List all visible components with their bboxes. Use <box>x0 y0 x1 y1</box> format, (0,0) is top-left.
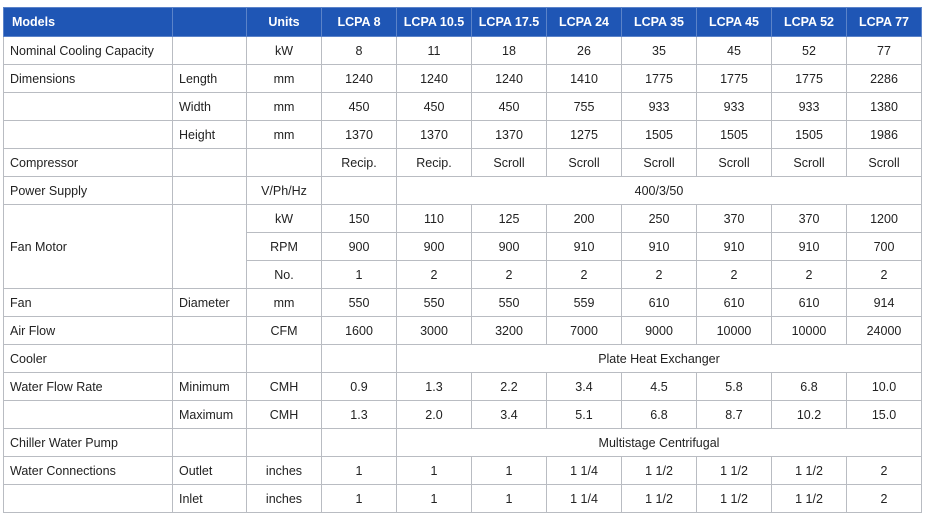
value-cell: 24000 <box>847 317 922 345</box>
value-cell: 26 <box>547 37 622 65</box>
value-cell: Scroll <box>847 149 922 177</box>
value-cell: 370 <box>772 205 847 233</box>
row-unit: inches <box>247 485 322 513</box>
row-label <box>4 401 173 429</box>
value-cell: 250 <box>622 205 697 233</box>
span-value-cell: 400/3/50 <box>397 177 922 205</box>
value-cell: 1.3 <box>322 401 397 429</box>
row-sublabel <box>173 37 247 65</box>
row-sublabel: Height <box>173 121 247 149</box>
row-unit: inches <box>247 457 322 485</box>
value-cell: 1 1/2 <box>697 485 772 513</box>
row-label: Dimensions <box>4 65 173 93</box>
row-label: Water Connections <box>4 457 173 485</box>
table-row <box>4 177 922 205</box>
value-cell: 1775 <box>622 65 697 93</box>
value-cell: 2 <box>472 261 547 289</box>
row-unit <box>247 345 322 373</box>
value-cell: 450 <box>322 93 397 121</box>
value-cell: 1 <box>397 485 472 513</box>
value-cell: 10.2 <box>772 401 847 429</box>
header-blank <box>173 8 247 37</box>
value-cell: 45 <box>697 37 772 65</box>
value-cell: 910 <box>622 233 697 261</box>
span-value-cell: Multistage Centrifugal <box>397 429 922 457</box>
value-cell: 1 <box>322 457 397 485</box>
value-cell: 910 <box>547 233 622 261</box>
value-cell: 755 <box>547 93 622 121</box>
value-cell: 610 <box>622 289 697 317</box>
value-cell: 1775 <box>772 65 847 93</box>
value-cell: 35 <box>622 37 697 65</box>
row-sublabel: Diameter <box>173 289 247 317</box>
row-unit: kW <box>247 205 322 233</box>
row-unit <box>247 149 322 177</box>
value-cell: 1.3 <box>397 373 472 401</box>
row-unit <box>247 429 322 457</box>
value-cell: 1200 <box>847 205 922 233</box>
row-unit: mm <box>247 289 322 317</box>
value-cell: Recip. <box>322 149 397 177</box>
value-cell: 7000 <box>547 317 622 345</box>
value-cell: 10.0 <box>847 373 922 401</box>
row-sublabel: Minimum <box>173 373 247 401</box>
value-cell: Scroll <box>547 149 622 177</box>
row-label: Air Flow <box>4 317 173 345</box>
value-cell: 110 <box>397 205 472 233</box>
row-label: Fan <box>4 289 173 317</box>
value-cell: 550 <box>472 289 547 317</box>
row-label <box>4 485 173 513</box>
header-model: LCPA 52 <box>772 8 847 37</box>
header-model: LCPA 24 <box>547 8 622 37</box>
value-cell: 1 1/2 <box>622 457 697 485</box>
value-cell: 1 1/4 <box>547 457 622 485</box>
row-unit: No. <box>247 261 322 289</box>
value-cell: 9000 <box>622 317 697 345</box>
value-cell: Scroll <box>772 149 847 177</box>
table-row <box>4 121 922 149</box>
value-cell: 3.4 <box>472 401 547 429</box>
row-sublabel <box>173 429 247 457</box>
value-cell: 2286 <box>847 65 922 93</box>
value-cell: 2 <box>547 261 622 289</box>
value-cell: 1240 <box>397 65 472 93</box>
table-row <box>4 289 922 317</box>
value-cell: 4.5 <box>622 373 697 401</box>
table-row <box>4 317 922 345</box>
value-cell: 1240 <box>322 65 397 93</box>
value-cell: 914 <box>847 289 922 317</box>
value-cell: 77 <box>847 37 922 65</box>
value-cell: 559 <box>547 289 622 317</box>
value-cell: 933 <box>697 93 772 121</box>
value-cell: Scroll <box>472 149 547 177</box>
row-label: Compressor <box>4 149 173 177</box>
row-sublabel: Maximum <box>173 401 247 429</box>
table-row <box>4 401 922 429</box>
row-label: Power Supply <box>4 177 173 205</box>
value-cell: 8 <box>322 37 397 65</box>
value-cell: 200 <box>547 205 622 233</box>
row-sublabel <box>173 149 247 177</box>
value-cell: 3000 <box>397 317 472 345</box>
table-row <box>4 429 922 457</box>
row-unit: CMH <box>247 401 322 429</box>
header-model: LCPA 10.5 <box>397 8 472 37</box>
header-model: LCPA 45 <box>697 8 772 37</box>
value-cell: 1775 <box>697 65 772 93</box>
value-cell: 610 <box>772 289 847 317</box>
row-sublabel <box>173 205 247 289</box>
value-cell: 1 <box>472 457 547 485</box>
value-cell: 2 <box>847 485 922 513</box>
table-row <box>4 65 922 93</box>
value-cell: 5.1 <box>547 401 622 429</box>
row-label: Chiller Water Pump <box>4 429 173 457</box>
value-cell: 8.7 <box>697 401 772 429</box>
row-unit: CFM <box>247 317 322 345</box>
value-cell: 1410 <box>547 65 622 93</box>
row-label: Water Flow Rate <box>4 373 173 401</box>
row-sublabel: Outlet <box>173 457 247 485</box>
row-label: Fan Motor <box>4 205 173 289</box>
value-cell <box>322 177 397 205</box>
value-cell: 933 <box>772 93 847 121</box>
value-cell: 1 1/2 <box>697 457 772 485</box>
value-cell: 52 <box>772 37 847 65</box>
row-sublabel <box>173 177 247 205</box>
row-unit: mm <box>247 93 322 121</box>
value-cell: 1380 <box>847 93 922 121</box>
span-value-cell: Plate Heat Exchanger <box>397 345 922 373</box>
value-cell: 1505 <box>622 121 697 149</box>
row-sublabel: Length <box>173 65 247 93</box>
value-cell: Scroll <box>622 149 697 177</box>
value-cell: 18 <box>472 37 547 65</box>
header-model: LCPA 35 <box>622 8 697 37</box>
value-cell: 1370 <box>322 121 397 149</box>
row-unit: mm <box>247 121 322 149</box>
value-cell: 10000 <box>772 317 847 345</box>
value-cell: 3200 <box>472 317 547 345</box>
value-cell: 910 <box>697 233 772 261</box>
table-row <box>4 93 922 121</box>
table-row <box>4 149 922 177</box>
value-cell: 1 1/2 <box>772 485 847 513</box>
value-cell: 1 <box>322 261 397 289</box>
value-cell: 610 <box>697 289 772 317</box>
header-models: Models <box>4 8 173 37</box>
value-cell: 1505 <box>772 121 847 149</box>
row-unit: CMH <box>247 373 322 401</box>
row-sublabel: Width <box>173 93 247 121</box>
value-cell: 1600 <box>322 317 397 345</box>
table-row <box>4 345 922 373</box>
value-cell: 1986 <box>847 121 922 149</box>
value-cell <box>322 345 397 373</box>
header-row <box>4 8 922 37</box>
value-cell: 6.8 <box>622 401 697 429</box>
value-cell: 2 <box>397 261 472 289</box>
value-cell: 5.8 <box>697 373 772 401</box>
value-cell: 550 <box>397 289 472 317</box>
header-model: LCPA 8 <box>322 8 397 37</box>
value-cell: 150 <box>322 205 397 233</box>
table-row <box>4 485 922 513</box>
row-sublabel <box>173 317 247 345</box>
row-unit: mm <box>247 65 322 93</box>
value-cell: 2 <box>772 261 847 289</box>
value-cell: 1505 <box>697 121 772 149</box>
value-cell: 1370 <box>472 121 547 149</box>
value-cell: 1 1/2 <box>622 485 697 513</box>
value-cell: 2 <box>847 261 922 289</box>
value-cell: 3.4 <box>547 373 622 401</box>
value-cell: 933 <box>622 93 697 121</box>
value-cell: 370 <box>697 205 772 233</box>
value-cell: 450 <box>472 93 547 121</box>
value-cell: 10000 <box>697 317 772 345</box>
value-cell: 2.2 <box>472 373 547 401</box>
value-cell: 2 <box>697 261 772 289</box>
value-cell: 1275 <box>547 121 622 149</box>
value-cell: 2 <box>847 457 922 485</box>
value-cell: 1 <box>472 485 547 513</box>
value-cell: 1 <box>397 457 472 485</box>
row-sublabel <box>173 345 247 373</box>
table-row <box>4 205 922 233</box>
header-model: LCPA 77 <box>847 8 922 37</box>
value-cell: 1240 <box>472 65 547 93</box>
row-label <box>4 121 173 149</box>
value-cell: Recip. <box>397 149 472 177</box>
value-cell: 910 <box>772 233 847 261</box>
row-unit: RPM <box>247 233 322 261</box>
value-cell: 1 1/2 <box>772 457 847 485</box>
value-cell: 700 <box>847 233 922 261</box>
row-label: Nominal Cooling Capacity <box>4 37 173 65</box>
value-cell: 2.0 <box>397 401 472 429</box>
table-row <box>4 37 922 65</box>
table-row <box>4 457 922 485</box>
value-cell: 900 <box>397 233 472 261</box>
value-cell: 550 <box>322 289 397 317</box>
header-units: Units <box>247 8 322 37</box>
row-label: Cooler <box>4 345 173 373</box>
value-cell: 900 <box>472 233 547 261</box>
table-row <box>4 373 922 401</box>
value-cell <box>322 429 397 457</box>
value-cell: 125 <box>472 205 547 233</box>
value-cell: 1 1/4 <box>547 485 622 513</box>
value-cell: 1370 <box>397 121 472 149</box>
header-model: LCPA 17.5 <box>472 8 547 37</box>
value-cell: Scroll <box>697 149 772 177</box>
row-unit: V/Ph/Hz <box>247 177 322 205</box>
row-sublabel: Inlet <box>173 485 247 513</box>
value-cell: 11 <box>397 37 472 65</box>
value-cell: 450 <box>397 93 472 121</box>
value-cell: 0.9 <box>322 373 397 401</box>
value-cell: 900 <box>322 233 397 261</box>
row-unit: kW <box>247 37 322 65</box>
value-cell: 2 <box>622 261 697 289</box>
value-cell: 15.0 <box>847 401 922 429</box>
row-label <box>4 93 173 121</box>
value-cell: 1 <box>322 485 397 513</box>
spec-table <box>3 7 922 513</box>
value-cell: 6.8 <box>772 373 847 401</box>
